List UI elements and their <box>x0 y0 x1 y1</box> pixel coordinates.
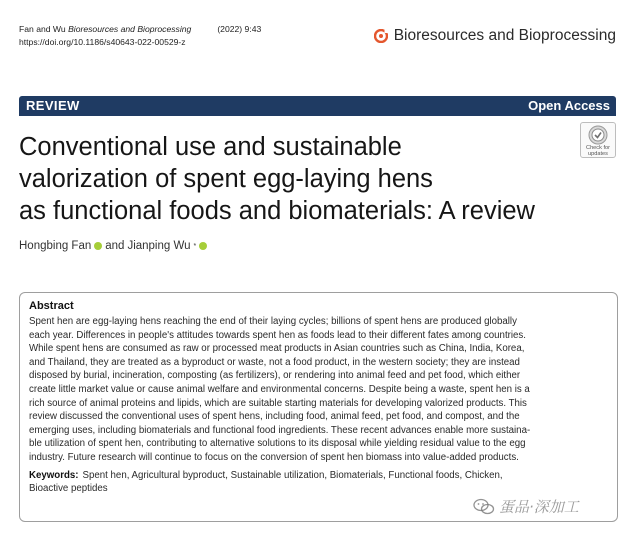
abstract-line: review discussed the conventional uses of spent hens, including food, animal feed, pet food, and compost, and the <box>29 411 520 423</box>
abstract-line: While spent hens are consumed as raw or processed meat products in Asian countries such as China, India, Korea, <box>29 343 525 355</box>
abstract-line: create little market value or cause animal welfare and environmental concerns. Despite being a waste, spent hen is a <box>29 383 530 395</box>
abstract-line: Spent hen are egg-laying hens reaching the end of their laying cycles; billions of spent hens are produced globally <box>29 316 517 327</box>
orcid-icon[interactable] <box>94 242 102 250</box>
abstract-line: and Thailand, they are treated as a byproduct or waste, not a food product, in the western society; they are instead <box>29 356 520 368</box>
abstract-line: industry. Future research will continue to focus on the conversion of spent hen biomass into value-added products. <box>29 451 519 463</box>
wechat-icon <box>473 498 495 516</box>
author-list <box>19 240 207 252</box>
corresponding-author-mark: * <box>193 242 197 250</box>
author-name[interactable]: Hongbing Fan <box>19 240 92 252</box>
article-type-label: REVIEW <box>26 97 80 113</box>
abstract-box <box>19 292 618 522</box>
citation-year-volume: (2022) 9:43 <box>217 24 262 34</box>
abstract-line: emerging uses, including biomaterials and functional food ingredients. These recent advances enable more sustaina- <box>29 424 531 436</box>
check-for-updates-icon <box>588 125 608 145</box>
keywords-list: Spent hen, Agricultural byproduct, Sustainable utilization, Biomaterials, Functional foods, Chicken, <box>82 469 503 481</box>
watermark-text: 蛋品·深加工 <box>499 498 579 516</box>
citation-block <box>19 23 261 48</box>
title-line: valorization of spent egg-laying hens <box>19 165 433 193</box>
check-for-updates-line1: Check for <box>586 145 610 151</box>
author-connector: and <box>105 240 125 252</box>
citation-authors: Fan and Wu <box>19 24 66 34</box>
open-access-label[interactable]: Open Access <box>528 97 610 113</box>
journal-logo-icon <box>374 29 388 43</box>
abstract-heading: Abstract <box>29 300 74 312</box>
keywords-line: Bioactive peptides <box>29 483 108 495</box>
author-name[interactable]: Jianping Wu <box>127 240 191 252</box>
check-for-updates-line2: updates <box>588 151 608 157</box>
check-for-updates-button[interactable] <box>580 122 616 158</box>
check-for-updates-text <box>586 145 610 157</box>
article-title <box>19 131 579 227</box>
keywords-label: Keywords: <box>29 469 79 481</box>
journal-brand[interactable] <box>374 27 616 45</box>
abstract-line: ble utilization of spent hen, contributing to alternative solutions to its disposal while yielding residual value to the egg <box>29 438 526 450</box>
banner-divider <box>19 114 616 116</box>
article-type-banner <box>19 96 616 114</box>
citation-line <box>19 23 261 36</box>
abstract-line: disposed by burial, incineration, composting (as fertilizers), or rendering into animal feed and pet food, which either <box>29 370 521 382</box>
abstract-line: each year. Differences in people's attitudes towards spent hen as foods lead to their different fates among countries. <box>29 329 526 341</box>
doi-link[interactable]: https://doi.org/10.1186/s40643-022-00529-z <box>19 36 186 47</box>
title-line: as functional foods and biomaterials: A review <box>19 197 535 225</box>
watermark <box>473 496 579 517</box>
citation-journal: Bioresources and Bioprocessing <box>68 24 192 34</box>
keywords-section <box>29 469 609 496</box>
orcid-icon[interactable] <box>199 242 207 250</box>
abstract-text <box>29 315 609 465</box>
title-line: Conventional use and sustainable <box>19 133 402 161</box>
keywords-line <box>29 469 609 483</box>
abstract-line: rich source of animal proteins and lipids, which are suitable starting materials for developing valorized products. This <box>29 397 527 409</box>
journal-name: Bioresources and Bioprocessing <box>393 27 616 44</box>
